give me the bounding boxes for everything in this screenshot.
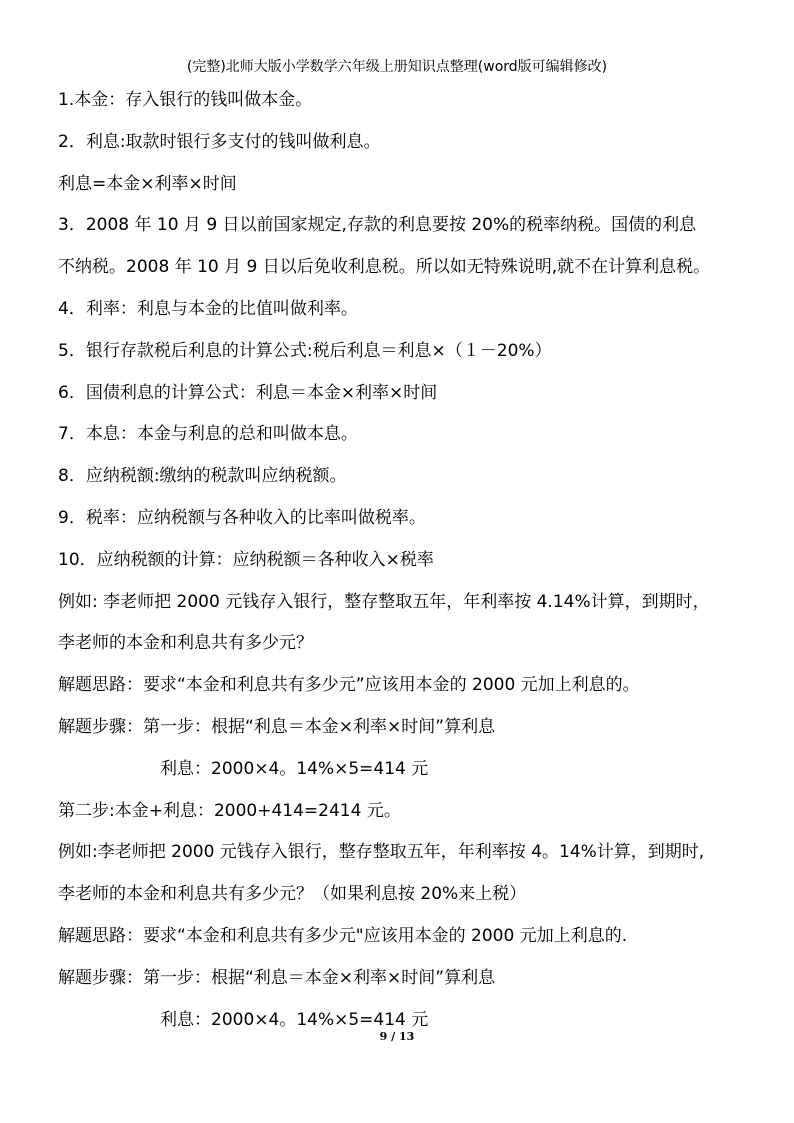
text-line: 李老师的本金和利息共有多少元？（如果利息按 20%来上税） xyxy=(58,884,527,905)
text-line: 1.本金：存入银行的钱叫做本金。 xyxy=(58,90,313,110)
text-line: 解题思路：要求“本金和利息共有多少元”应该用本金的 2000 元加上利息的。 xyxy=(58,675,640,696)
text-line: 10．应纳税额的计算：应纳税额＝各种收入×税率 xyxy=(58,549,434,570)
text-line: 4．利率：利息与本金的比值叫做利率。 xyxy=(58,298,358,319)
text-line: 3．2008 年 10 月 9 日以前国家规定,存款的利息要按 20%的税率纳税。国债的利息 xyxy=(58,215,697,236)
text-line: 利息：2000×4。14%×5=414 元 xyxy=(160,1009,429,1030)
text-line: 5．银行存款税后利息的计算公式:税后利息＝利息×（１－20%） xyxy=(58,340,552,361)
text-line: 8．应纳税额:缴纳的税款叫应纳税额。 xyxy=(58,466,347,487)
page-number: 9 / 13 xyxy=(379,1030,415,1043)
text-line: 解题思路：要求“本金和利息共有多少元"应该用本金的 2000 元加上利息的. xyxy=(58,925,628,946)
text-line: 解题步骤：第一步：根据“利息＝本金×利率×时间”算利息 xyxy=(58,716,496,737)
document-body xyxy=(58,85,758,1046)
text-line: 7．本息：本金与利息的总和叫做本息。 xyxy=(58,424,358,445)
text-line: 6．国债利息的计算公式：利息＝本金×利率×时间 xyxy=(58,382,438,403)
text-line: 不纳税。2008 年 10 月 9 日以后免收利息税。所以如无特殊说明,就不在计算利息税。 xyxy=(58,257,711,278)
text-line: 李老师的本金和利息共有多少元？ xyxy=(58,633,313,654)
text-line: 例如: 李老师把 2000 元钱存入银行，整存整取五年，年利率按 4.14%计算，到期时， xyxy=(58,591,710,612)
text-line: 利息=本金×利率×时间 xyxy=(58,173,237,194)
text-line: 2．利息:取款时银行多支付的钱叫做利息。 xyxy=(58,131,381,152)
text-line: 例如:李老师把 2000 元钱存入银行，整存整取五年，年利率按 4。14%计算，到期时, xyxy=(58,842,705,863)
text-line: 利息：2000×4。14%×5=414 元 xyxy=(160,758,429,779)
text-line: 第二步:本金+利息：2000+414=2414 元。 xyxy=(58,800,401,821)
document-header: (完整)北师大版小学数学六年级上册知识点整理(word版可编辑修改) xyxy=(186,59,608,75)
text-line: 解题步骤：第一步：根据“利息＝本金×利率×时间”算利息 xyxy=(58,967,496,988)
text-line: 9．税率：应纳税额与各种收入的比率叫做税率。 xyxy=(58,507,426,528)
